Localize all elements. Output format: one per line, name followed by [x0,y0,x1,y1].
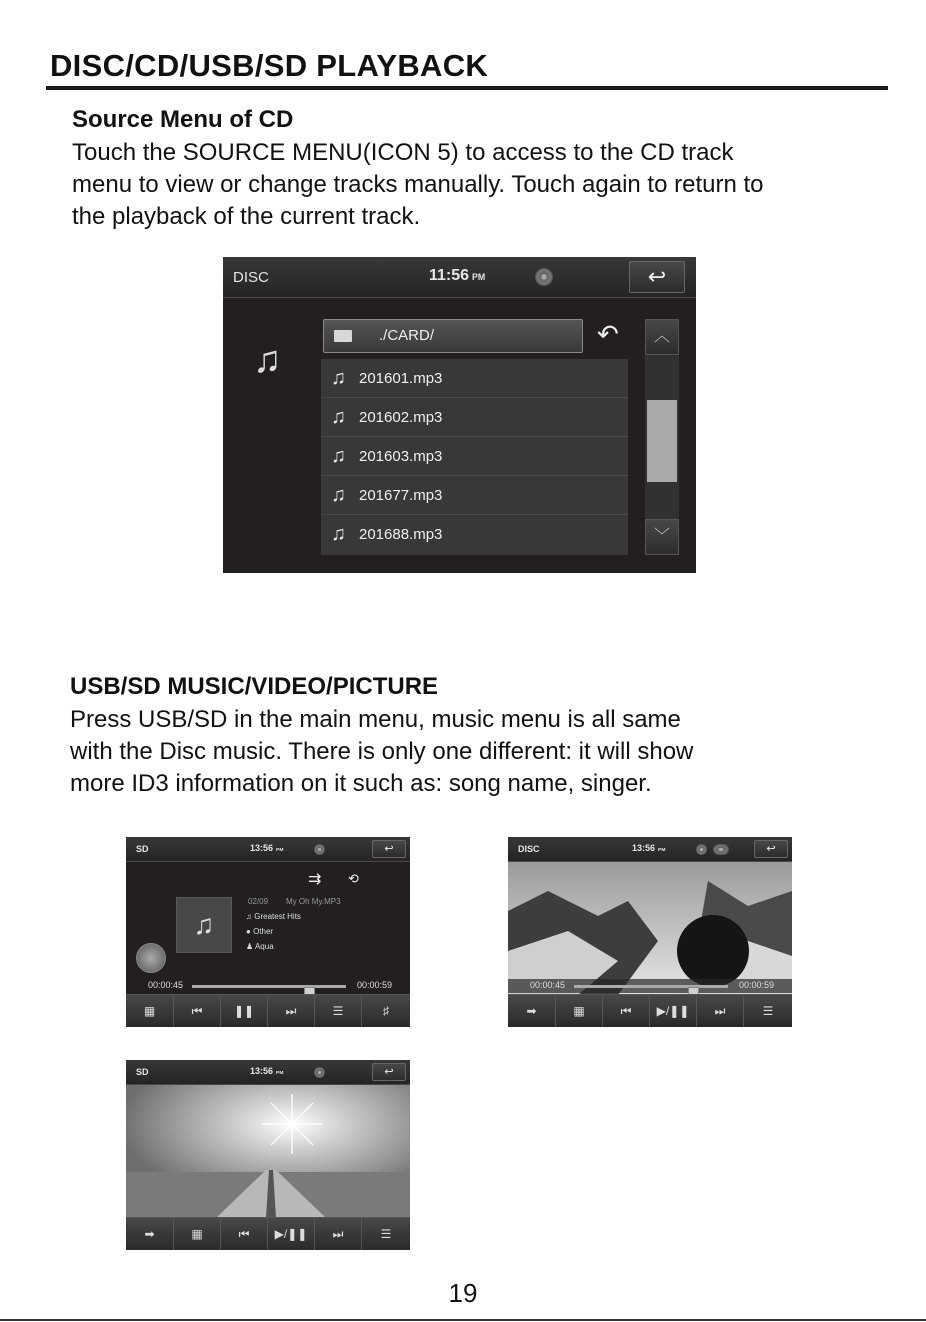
previous-icon[interactable]: ⏮ [603,995,650,1027]
album-art: ♫ [176,897,232,953]
equalizer-icon[interactable]: ♯ [383,1004,389,1018]
folder-path-bar[interactable] [323,319,583,353]
page-number: 19 [448,1278,478,1308]
elapsed-time: 00:00:45 [148,980,184,990]
track-item[interactable]: ♫ 201677.mp3 [321,476,628,515]
scroll-up-button[interactable]: ︿ [645,319,679,355]
track-item[interactable]: ♫ 201602.mp3 [321,398,628,437]
track-item[interactable]: ♫ 201603.mp3 [321,437,628,476]
music-note-icon: ♫ [331,367,346,389]
paragraph-line: menu to view or change tracks manually. Touch again to return to [72,171,764,198]
repeat-icon[interactable]: ⟲ [348,871,359,886]
pause-icon[interactable]: ❚❚ [221,995,268,1027]
disc-icon [535,268,553,286]
folder-path: ./CARD/ [379,327,435,344]
shuffle-icon[interactable]: ⇉ [308,871,322,888]
next-icon[interactable]: ⏭ [697,995,744,1027]
phone-icon[interactable] [136,943,166,973]
paragraph-line: more ID3 information on it such as: song name, singer. [70,770,652,797]
artist-row: ♟ Aqua [246,942,274,951]
clock: 13:56 PM [250,1066,284,1076]
disc-icon [696,844,707,855]
track-counter: 02/09 [248,897,269,906]
footer-rule [0,1319,926,1321]
page-title: DISC/CD/USB/SD PLAYBACK [50,48,489,83]
keypad-icon[interactable]: ▦ [174,1218,221,1250]
track-item[interactable]: ♫ 201688.mp3 [331,523,443,545]
music-note-icon: ♫ [246,912,252,921]
keypad-icon[interactable]: ▦ [556,995,603,1027]
status-bar [223,257,696,298]
scroll-down-button[interactable]: ﹀ [645,519,679,555]
list-icon[interactable]: ☰ [315,995,362,1027]
clock: 11:56 PM [429,267,486,284]
back-button[interactable]: ↩ [372,840,406,858]
scroll-thumb[interactable] [647,400,677,482]
source-label: DISC [518,844,540,854]
music-note-icon: ♫ [253,339,282,381]
progress-track[interactable] [574,985,728,988]
next-icon[interactable]: ⏭ [268,995,315,1027]
sd-music-screen [126,837,410,1027]
previous-icon[interactable]: ⏮ [221,1218,268,1250]
play-pause-icon[interactable]: ▶/❚❚ [650,995,697,1027]
cd-track-menu-screen [223,257,696,573]
paragraph-line: with the Disc music. There is only one different: it will show [70,738,694,765]
elapsed-time: 00:00:45 [530,980,566,990]
back-button[interactable]: ↩ [754,840,788,858]
keypad-icon[interactable]: ▦ [126,995,174,1027]
music-note-icon: ♫ [331,445,346,467]
track-item[interactable]: ♫ 201601.mp3 [321,359,628,398]
source-label: SD [136,844,149,854]
status-bar [126,1060,410,1085]
file-name: My Oh My.MP3 [286,897,341,906]
control-bar [508,994,792,1027]
progress-row [126,979,410,993]
source-label: DISC [233,269,269,286]
return-arrow-icon[interactable]: ↶ [597,319,619,349]
clock: 13:56 PM [632,843,666,853]
next-icon[interactable]: ⏭ [315,1218,362,1250]
sd-picture-screen [126,1060,410,1250]
previous-icon[interactable]: ⏮ [174,995,221,1027]
paragraph-line: Touch the SOURCE MENU(ICON 5) to access to the CD track [72,139,734,166]
source-label: SD [136,1067,149,1077]
section-heading-cd: Source Menu of CD [72,106,294,133]
clock: 13:56 PM [250,843,284,853]
folder-icon [334,330,352,342]
play-pause-icon[interactable]: ▶/❚❚ [268,1218,315,1250]
card-icon [713,844,729,855]
section-text-cd [72,137,764,233]
music-note-icon: ♫ [331,523,346,545]
scrollbar[interactable] [645,319,679,555]
control-bar [126,1217,410,1250]
disc-icon [314,844,325,855]
music-note-icon: ♫ [331,484,346,506]
disc-icon: ● [246,927,251,936]
album-row: ♫ Greatest Hits [246,912,301,921]
genre-row: ● Other [246,927,274,936]
progress-row [508,979,792,993]
disc-video-screen [508,837,792,1027]
list-icon[interactable]: ☰ [762,1004,774,1018]
disc-icon [314,1067,325,1078]
arrow-right-icon[interactable]: ➡ [126,1218,174,1250]
arrow-right-icon[interactable]: ➡ [508,995,556,1027]
person-icon: ♟ [246,942,254,951]
back-button[interactable]: ↩ [372,1063,406,1081]
picture-frame [126,1084,410,1218]
status-bar [508,837,792,862]
total-time: 00:00:59 [738,980,774,990]
status-bar [126,837,410,862]
paragraph-line: the playback of the current track. [72,203,421,230]
progress-track[interactable] [192,985,346,988]
video-frame [508,861,792,995]
section-text-usb [70,704,693,800]
list-icon[interactable]: ☰ [380,1227,392,1241]
title-rule [46,86,888,90]
track-list [321,359,628,555]
section-heading-usb: USB/SD MUSIC/VIDEO/PICTURE [70,673,439,700]
total-time: 00:00:59 [356,980,392,990]
control-bar [126,994,410,1027]
paragraph-line: Press USB/SD in the main menu, music menu is all same [70,706,681,733]
back-button[interactable]: ↩ [629,261,685,293]
music-note-icon: ♫ [331,406,346,428]
